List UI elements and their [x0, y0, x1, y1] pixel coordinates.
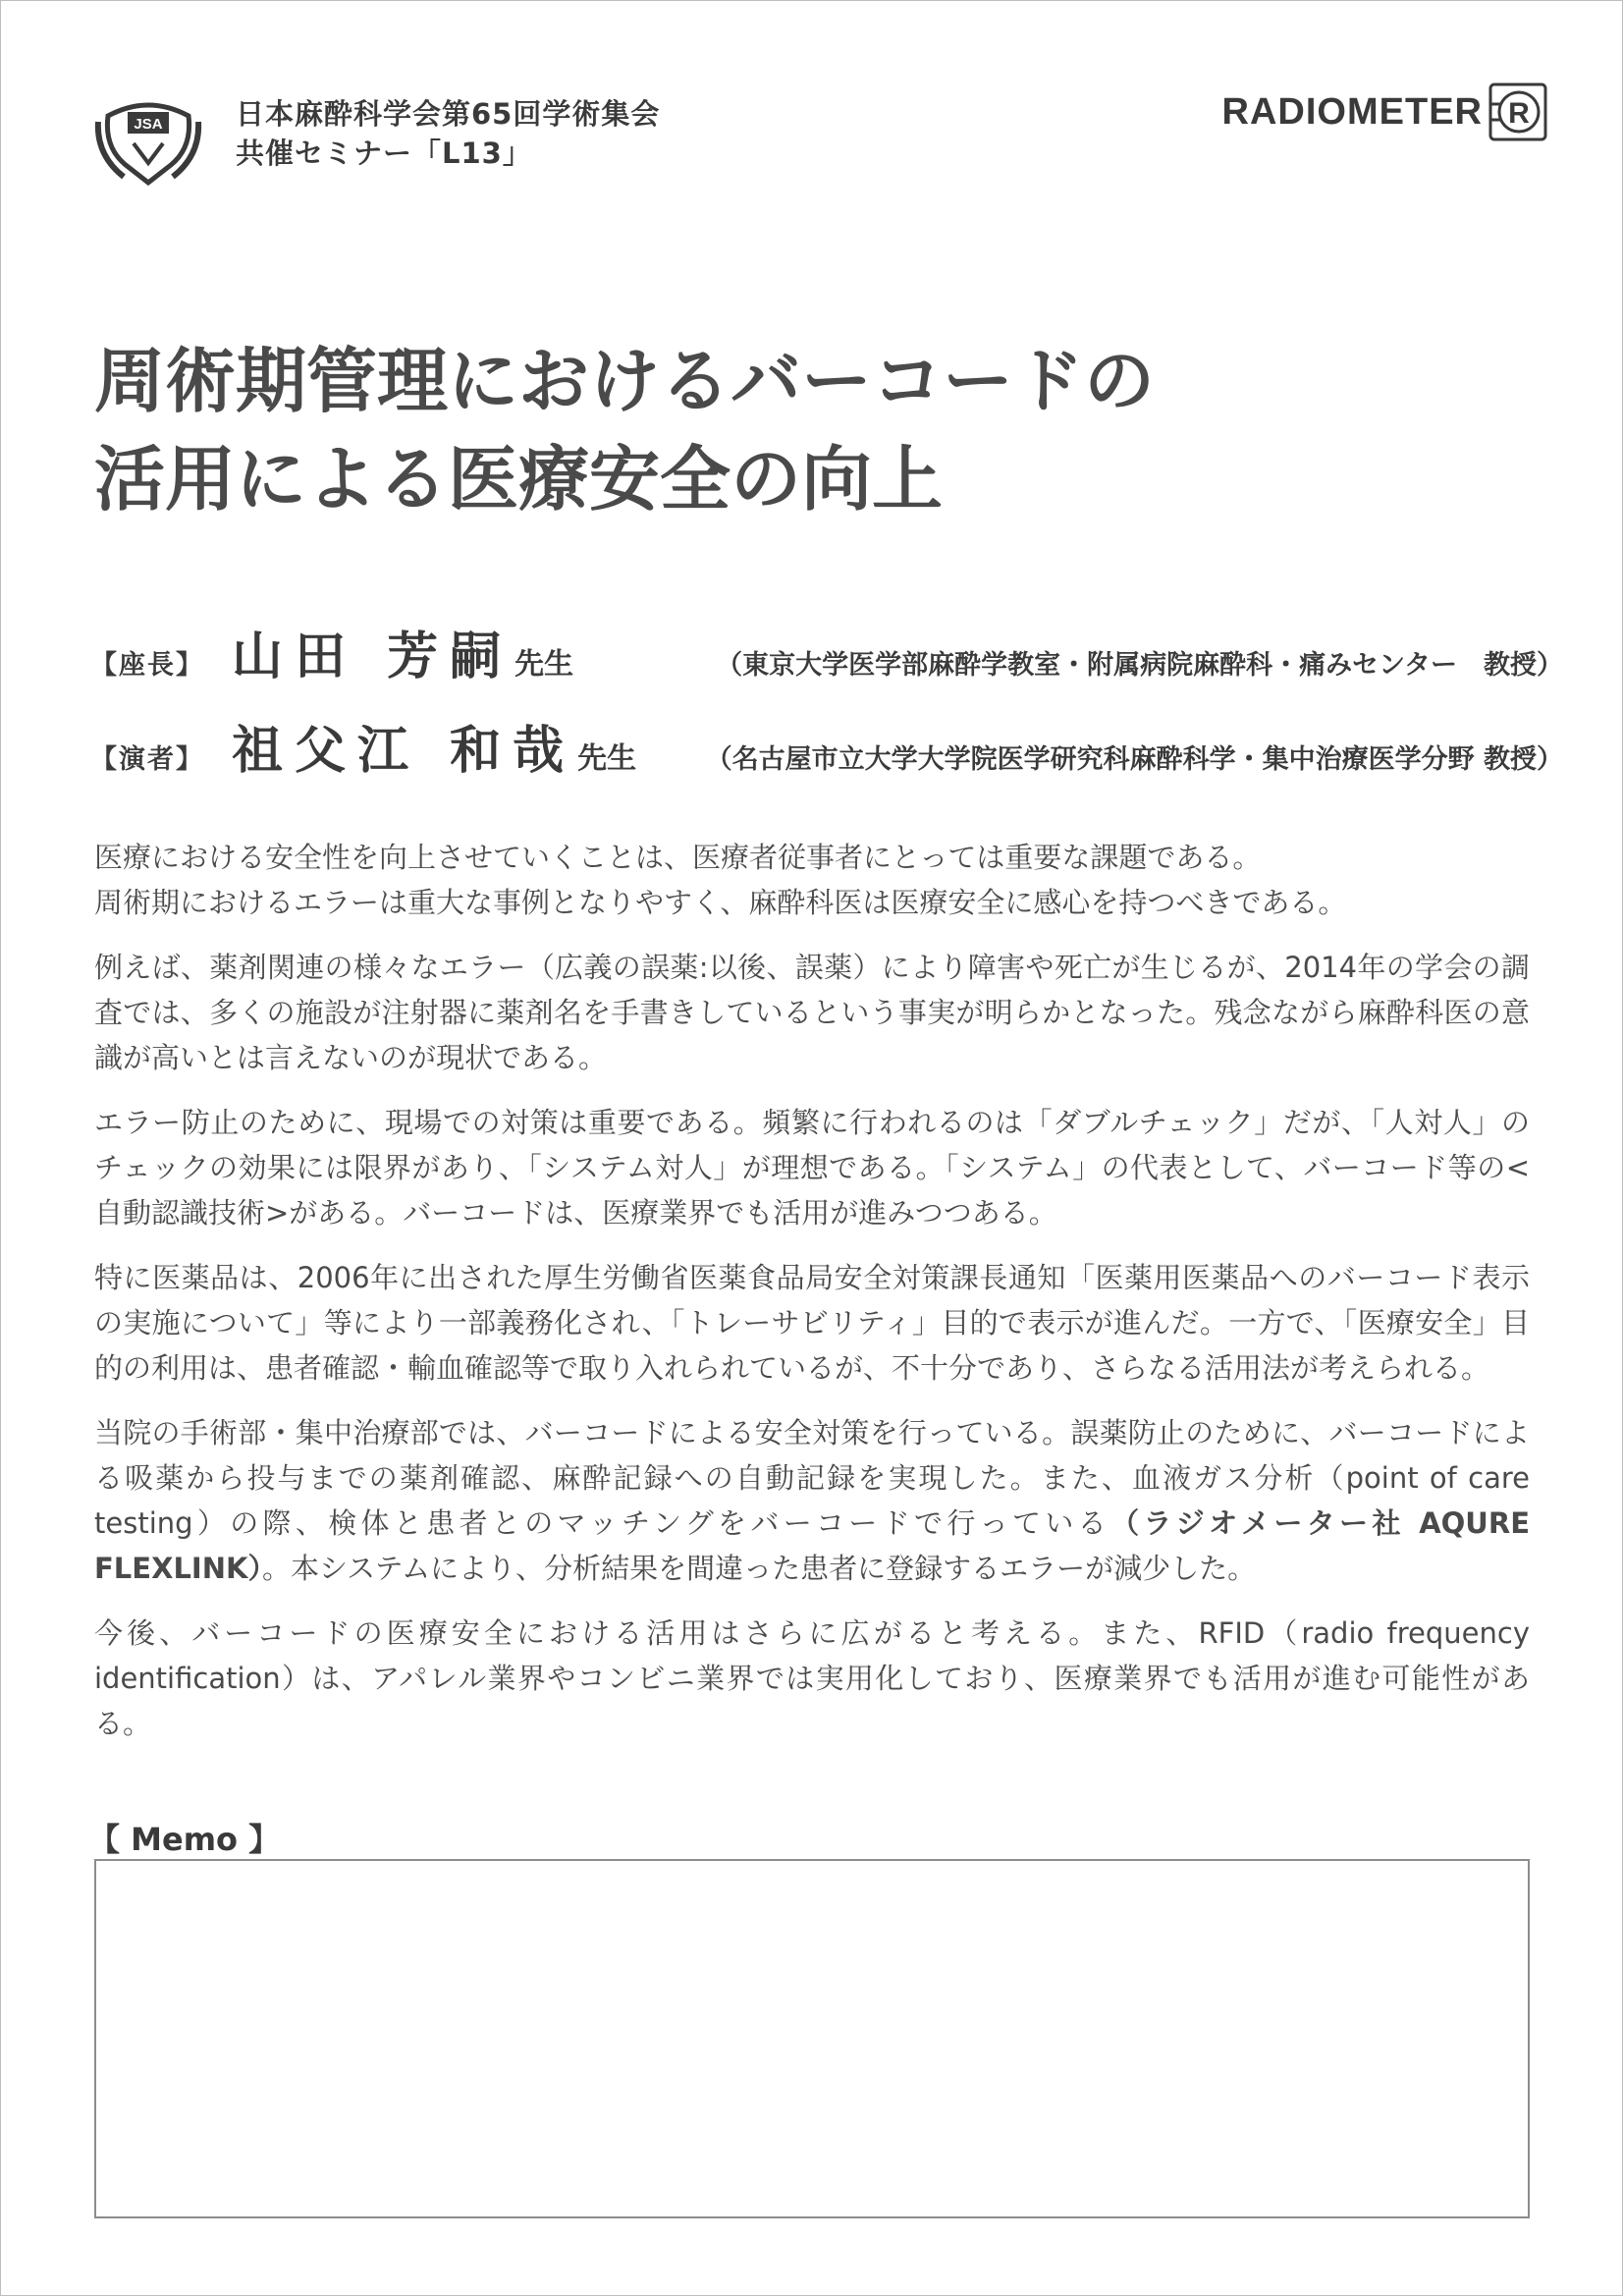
brand-mark-letter: R [1508, 97, 1530, 130]
seminar-name: 共催セミナー「L13」 [236, 137, 532, 170]
abstract-body [94, 835, 1530, 1766]
paragraph-5-text-b: 。本システムにより、分析結果を間違った患者に登録するエラーが減少した。 [261, 1552, 1257, 1585]
paragraph-3: エラー防止のために、現場での対策は重要である。頻繁に行われるのは「ダブルチェック」だが、「人対人」のチェックの効果には限界があり、「システム対人」が理想である。「システム」の代表として、バーコード等の<自動認識技術>がある。バーコードは、医療業界でも活用が進みつつある。 [94, 1106, 1530, 1230]
paragraph-6: 今後、バーコードの医療安全における活用はさらに広がると考える。また、RFID（radio frequency identification）は、アパレル業界やコンビニ業界では実用化しており、医療業界でも活用が進む可能性がある。 [94, 1616, 1530, 1740]
conference-info [236, 94, 660, 173]
title-line-1: 周術期管理におけるバーコードの [94, 340, 1156, 422]
chair-row [90, 615, 1563, 686]
paragraph-5 [94, 1410, 1530, 1591]
chair-affiliation: （東京大学医学部麻酔学教室・附属病院麻酔科・痛みセンター 教授） [716, 650, 1563, 681]
jsa-logo [94, 86, 202, 189]
lecturer-row [90, 709, 1563, 781]
paragraph-1-line-2: 周術期におけるエラーは重大な事例となりやすく、麻酔科医は医療安全に感心を持つべきである。 [94, 886, 1347, 919]
jsa-logo-text: JSA [134, 116, 163, 133]
header [94, 82, 1547, 191]
seminar-title [94, 332, 1528, 528]
brand-name: RADIOMETER [1221, 90, 1483, 133]
radiometer-mark-icon [1488, 82, 1547, 141]
chair-role: 【座長】 [90, 650, 204, 681]
paragraph-1 [94, 835, 1530, 925]
paragraph-2: 例えば、薬剤関連の様々なエラー（広義の誤薬:以後、誤薬）により障害や死亡が生じるが、2014年の学会の調査では、多くの施設が注射器に薬剤名を手書きしているという事実が明らかとなった。残念ながら麻酔科医の意識が高いとは言えないのが現状である。 [94, 951, 1530, 1074]
lecturer-role: 【演者】 [90, 744, 204, 775]
paragraph-4: 特に医薬品は、2006年に出された厚生労働省医薬食品局安全対策課長通知「医薬用医薬品へのバーコード表示の実施について」等により一部義務化され、「トレーサビリティ」目的で表示が進んだ。一方で、「医療安全」目的の利用は、患者確認・輸血確認等で取り入れられているが、不十分であり、さらなる活用法が考えられる。 [94, 1261, 1530, 1385]
conference-name: 日本麻酔科学会第65回学術集会 [236, 97, 661, 131]
lecturer-honorific: 先生 [577, 741, 637, 776]
lecturer-affiliation: （名古屋市立大学大学院医学研究科麻酔科学・集中治療医学分野 教授） [705, 744, 1563, 775]
paragraph-1-line-1: 医療における安全性を向上させていくことは、医療者従事者にとっては重要な課題である。 [94, 841, 1262, 874]
chair-honorific: 先生 [514, 647, 574, 682]
memo-label: 【 Memo 】 [88, 1821, 281, 1858]
radiometer-logo [1222, 82, 1547, 141]
chair-name: 山田 芳嗣 [232, 628, 514, 686]
title-line-2: 活用による医療安全の向上 [94, 438, 944, 520]
memo-box [94, 1859, 1530, 2218]
paragraph-5-text-a: 当院の手術部・集中治療部では、バーコードによる安全対策を行っている。誤薬防止のために、バーコードによる吸薬から投与までの薬剤確認、麻酔記録への自動記録を実現した。また、血液ガス分析（point of care testing）の際、検体と患者とのマッチングをバーコードで行っている [94, 1416, 1530, 1540]
product-name: （ラジオメーター社 AQURE FLEXLINK） [94, 1506, 1531, 1585]
lecturer-name: 祖父江 和哉 [232, 722, 576, 781]
